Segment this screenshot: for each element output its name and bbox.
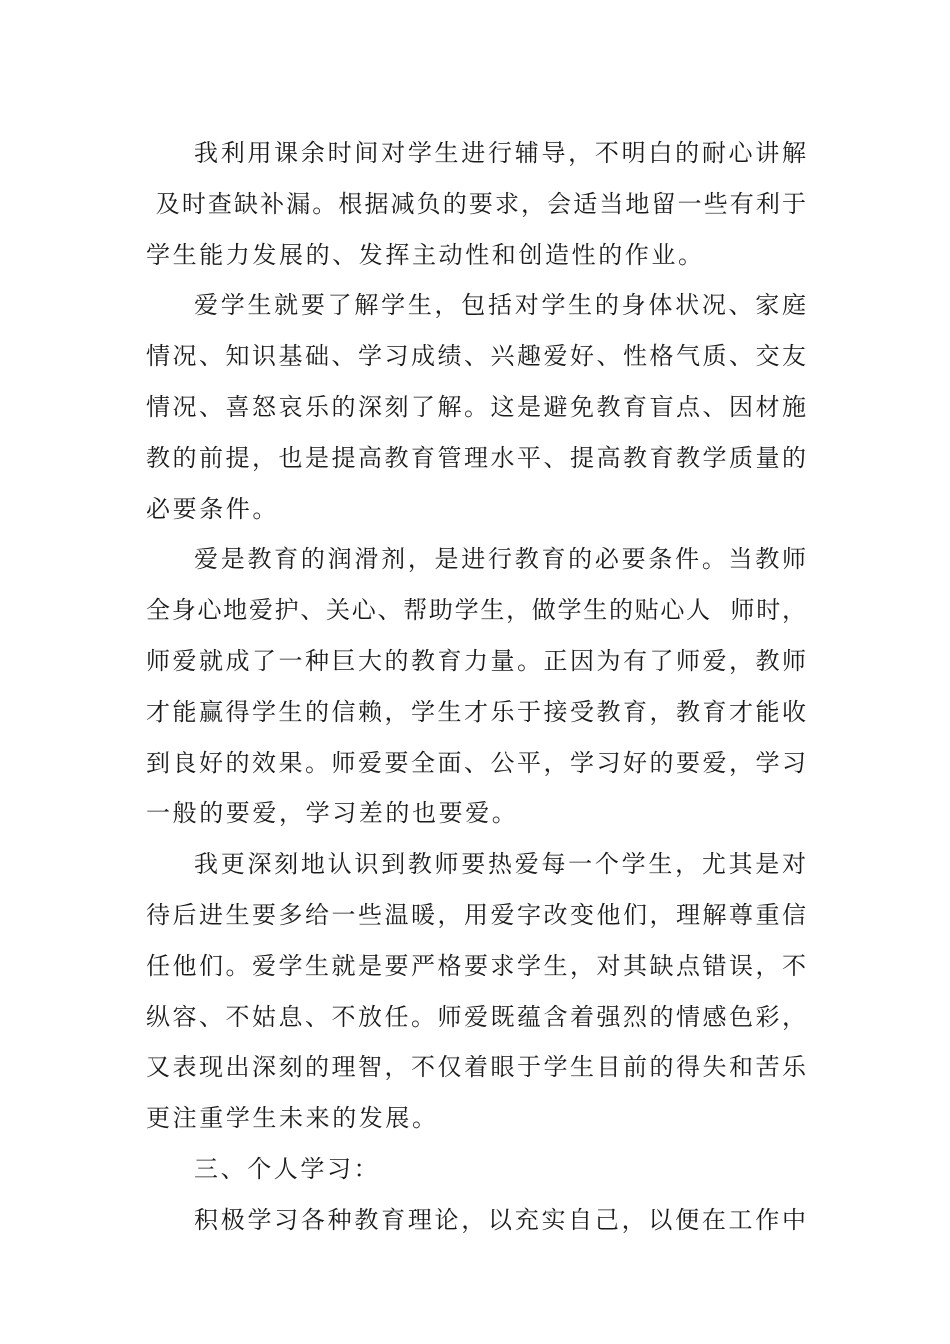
text-line: 又表现出深刻的理智，不仅着眼于学生目前的得失和苦乐 bbox=[146, 1053, 806, 1082]
text-line: 及时查缺补漏。根据减负的要求，会适当地留一些有利于 bbox=[146, 189, 806, 218]
text-line: 更注重学生未来的发展。 bbox=[146, 1104, 439, 1133]
text-line: 待后进生要多给一些温暖，用爱字改变他们，理解尊重信 bbox=[146, 900, 806, 929]
text-line: 我利用课余时间对学生进行辅导，不明白的耐心讲解 bbox=[194, 139, 806, 167]
text-line: 爱学生就要了解学生，包括对学生的身体状况、家庭 bbox=[194, 291, 806, 320]
text-line: 必要条件。 bbox=[146, 494, 279, 523]
document-body bbox=[146, 128, 806, 1246]
text-line: 学生能力发展的、发挥主动性和创造性的作业。 bbox=[146, 240, 705, 269]
text-line: 到良好的效果。师爱要全面、公平，学习好的要爱，学习 bbox=[146, 748, 806, 777]
text-line: 教的前提，也是提高教育管理水平、提高教育教学质量的 bbox=[146, 443, 806, 472]
text-line: 才能赢得学生的信赖，学生才乐于接受教育，教育才能收 bbox=[146, 697, 806, 726]
text-line: 全身心地爱护、关心、帮助学生，做学生的贴心人 师时， bbox=[146, 596, 806, 625]
text-line: 我更深刻地认识到教师要热爱每一个学生，尤其是对 bbox=[194, 850, 806, 879]
text-line: 爱是教育的润滑剂，是进行教育的必要条件。当教师 bbox=[194, 545, 806, 574]
text-line: 纵容、不姑息、不放任。师爱既蕴含着强烈的情感色彩， bbox=[146, 1002, 806, 1031]
text-line: 三、个人学习： bbox=[194, 1154, 381, 1183]
text-line: 任他们。爱学生就是要严格要求学生，对其缺点错误，不 bbox=[146, 951, 806, 980]
text-line: 情况、知识基础、学习成绩、兴趣爱好、性格气质、交友 bbox=[146, 342, 806, 371]
text-line: 情况、喜怒哀乐的深刻了解。这是避免教育盲点、因材施 bbox=[146, 392, 806, 421]
text-line: 一般的要爱，学习差的也要爱。 bbox=[146, 799, 519, 828]
text-line: 师爱就成了一种巨大的教育力量。正因为有了师爱，教师 bbox=[146, 646, 806, 675]
text-line: 积极学习各种教育理论，以充实自己，以便在工作中 bbox=[194, 1205, 806, 1234]
